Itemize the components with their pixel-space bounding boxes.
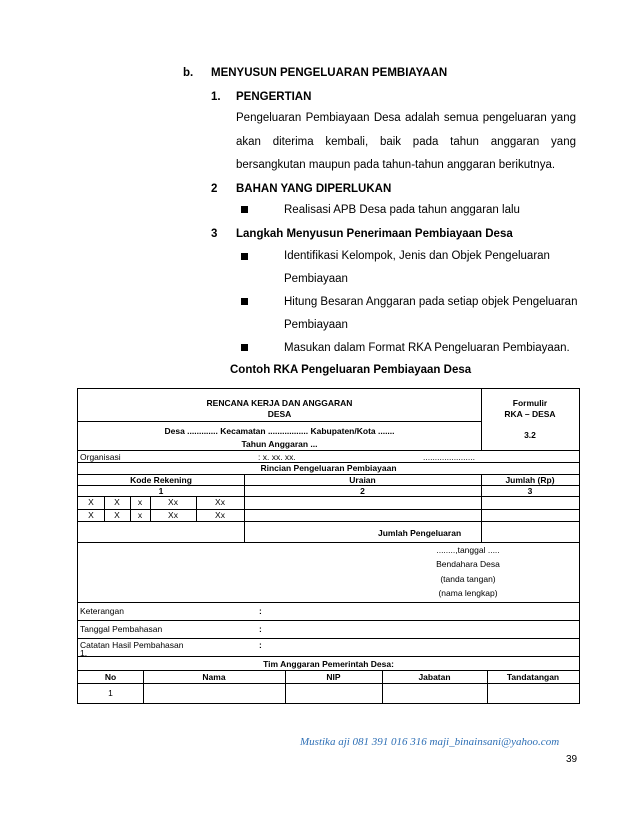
col-num-1: 1 xyxy=(158,486,164,496)
col-jumlah: Jumlah (Rp) xyxy=(505,475,555,485)
bullet-square-icon xyxy=(241,206,248,213)
rka-form xyxy=(77,388,580,704)
bullet-square-icon xyxy=(241,344,248,351)
catatan-label: Catatan Hasil Pembahasan xyxy=(80,640,184,650)
item3-bullet-2-line-1: Hitung Besaran Anggaran pada setiap objek Pengeluaran xyxy=(284,296,578,308)
col-kode: Kode Rekening xyxy=(130,475,192,485)
sign-name: (nama lengkap) xyxy=(438,588,498,598)
jumlah-pengeluaran: Jumlah Pengeluaran xyxy=(378,528,462,538)
table-row-1-c5: Xx xyxy=(215,497,225,507)
tanggal-label: Tanggal Pembahasan xyxy=(80,624,163,634)
table-row-1-c1: X xyxy=(88,497,94,507)
catatan-item-1: 1. xyxy=(80,648,88,658)
tim-title: Tim Anggaran Pemerintah Desa: xyxy=(263,659,394,669)
item3-bullet-3: Masukan dalam Format RKA Pengeluaran Pembiayaan. xyxy=(284,342,570,354)
bullet-square-icon xyxy=(241,253,248,260)
section-title: MENYUSUN PENGELUARAN PEMBIAYAAN xyxy=(211,67,448,79)
table-row-2-c2: X xyxy=(114,510,120,520)
keterangan-colon: : xyxy=(259,606,262,616)
item1-number: 1. xyxy=(211,91,221,103)
item3-bullet-1-line-2: Pembiayaan xyxy=(284,273,348,285)
sign-ttd: (tanda tangan) xyxy=(440,574,496,584)
page-number: 39 xyxy=(566,754,578,765)
form-header-line-2: DESA xyxy=(267,409,292,419)
item3-title: Langkah Menyusun Penerimaan Pembiayaan Desa xyxy=(236,228,513,240)
item1-line-1: Pengeluaran Pembiayaan Desa adalah semua pengeluaran yang xyxy=(236,112,576,124)
form-header-line-1: RENCANA KERJA DAN ANGGARAN xyxy=(206,398,353,408)
tim-row-1-no: 1 xyxy=(108,688,113,698)
table-row-2-c4: Xx xyxy=(168,510,178,520)
table-row-1-c2: X xyxy=(114,497,120,507)
item3-number: 3 xyxy=(211,228,218,240)
sign-role: Bendahara Desa xyxy=(436,559,500,569)
bullet-square-icon xyxy=(241,298,248,305)
org-dots: ...................... xyxy=(423,452,475,462)
tim-col-nama: Nama xyxy=(202,672,226,682)
item3-bullet-2-line-2: Pembiayaan xyxy=(284,319,348,331)
form-location: Desa ............. Kecamatan ................. Kabupaten/Kota ....... xyxy=(164,426,395,436)
keterangan-label: Keterangan xyxy=(80,606,124,616)
formulir-label: Formulir xyxy=(512,398,548,408)
catatan-colon: : xyxy=(259,640,262,650)
rincian-title: Rincian Pengeluaran Pembiayaan xyxy=(260,463,397,473)
item2-number: 2 xyxy=(211,183,218,195)
item2-title: BAHAN YANG DIPERLUKAN xyxy=(236,183,392,195)
table-row-1-c4: Xx xyxy=(168,497,178,507)
org-label: Organisasi xyxy=(80,452,121,462)
formulir-type: RKA – DESA xyxy=(504,409,556,419)
tanggal-colon: : xyxy=(259,624,262,634)
form-tahun: Tahun Anggaran ... xyxy=(241,439,318,449)
col-num-3: 3 xyxy=(527,486,533,496)
section-letter: b. xyxy=(183,67,194,79)
item3-bullet-1-line-1: Identifikasi Kelompok, Jenis dan Objek Pengeluaran xyxy=(284,250,550,262)
item2-bullet-1: Realisasi APB Desa pada tahun anggaran lalu xyxy=(284,204,520,216)
tim-col-jabatan: Jabatan xyxy=(418,672,451,682)
formulir-code: 3.2 xyxy=(524,430,536,440)
item1-title: PENGERTIAN xyxy=(236,91,312,103)
example-title: Contoh RKA Pengeluaran Pembiayaan Desa xyxy=(230,364,472,376)
sign-date: ........,tanggal ..... xyxy=(436,545,500,555)
tim-col-ttd: Tandatangan xyxy=(506,672,560,682)
org-value: : x. xx. xx. xyxy=(258,452,296,462)
table-row-2-c3: x xyxy=(137,510,143,520)
item1-line-2: akan diterima kembali, baik pada tahun anggaran yang xyxy=(236,136,576,148)
table-row-2-c5: Xx xyxy=(215,510,225,520)
table-row-1-c3: x xyxy=(137,497,143,507)
footer-contact: Mustika aji 081 391 016 316 maji_binainsani@yahoo.com xyxy=(300,736,560,748)
tim-col-nip: NIP xyxy=(326,672,341,682)
col-uraian: Uraian xyxy=(349,475,376,485)
item1-line-3: bersangkutan maupun pada tahun-tahun anggaran berikutnya. xyxy=(236,159,556,171)
tim-col-no: No xyxy=(104,672,117,682)
col-num-2: 2 xyxy=(360,486,365,496)
table-row-2-c1: X xyxy=(88,510,94,520)
